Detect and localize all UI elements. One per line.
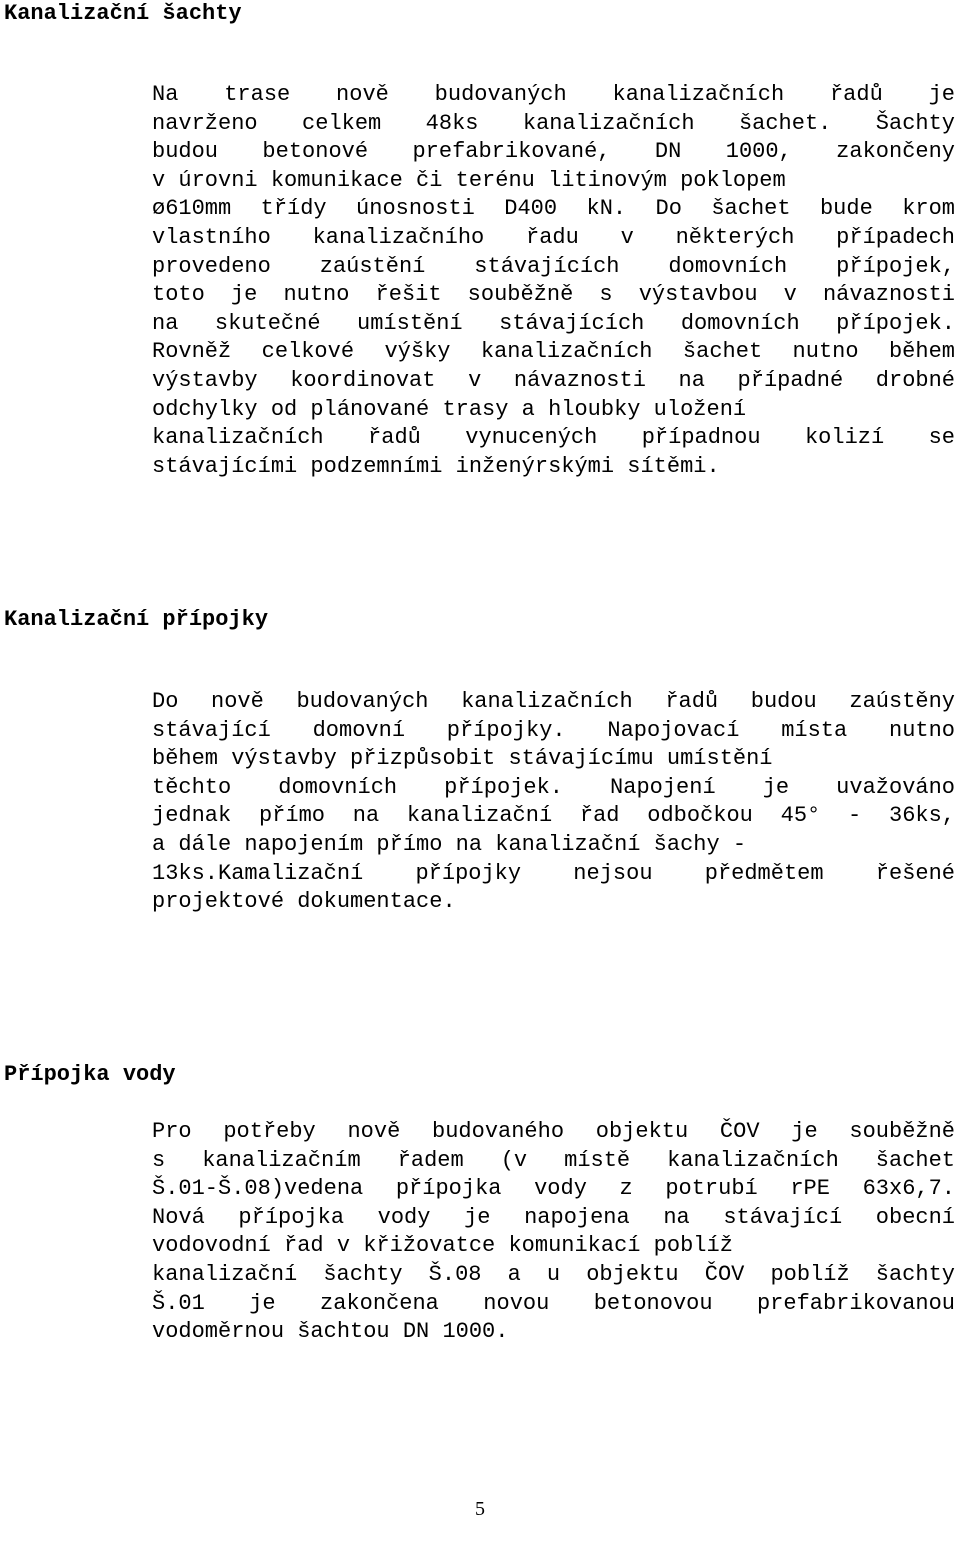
text-line: projektové dokumentace.: [152, 889, 456, 915]
text-line: Š.01 je zakončena novou betonovou prefabrikovanou: [152, 1290, 955, 1316]
text-line: stávající domovní přípojky. Napojovací místa nutno: [152, 717, 955, 743]
text-line: vodovodní řad v křižovatce komunikací poblíž: [152, 1233, 733, 1259]
text-line: kanalizačních řadů vynucených případnou kolizí se: [152, 425, 955, 451]
text-line: těchto domovních přípojek. Napojení je uvažováno: [152, 774, 955, 800]
text-line: výstavby koordinovat v návaznosti na případné drobné: [152, 367, 955, 393]
heading-kanalizacni-sachty: Kanalizační šachty: [4, 1, 242, 26]
heading-kanalizacni-pripojky: Kanalizační přípojky: [4, 607, 269, 632]
text-line: vodoměrnou šachtou DN 1000.: [152, 1319, 509, 1345]
text-line: vlastního kanalizačního řadu v některých případech: [152, 224, 955, 250]
text-line: Nová přípojka vody je napojena na stávající obecní: [152, 1204, 955, 1230]
text-line: Š.01-Š.08)vedena přípojka vody z potrubí rPE 63x6,7.: [152, 1176, 955, 1202]
text-line: Rovněž celkové výšky kanalizačních šachet nutno během: [152, 339, 955, 365]
text-line: během výstavby přizpůsobit stávajícímu umístění: [152, 746, 773, 772]
text-line: kanalizační šachty Š.08 a u objektu ČOV poblíž šachty: [152, 1261, 955, 1287]
text-line: s kanalizačním řadem (v místě kanalizačních šachet: [152, 1147, 955, 1173]
heading-pripojka-vody: Přípojka vody: [4, 1062, 176, 1087]
text-line: toto je nutno řešit souběžně s výstavbou v návaznosti: [152, 282, 955, 308]
text-line: a dále napojením přímo na kanalizační šachy -: [152, 831, 747, 857]
page-number: 5: [475, 1498, 485, 1520]
text-line: ø610mm třídy únosnosti D400 kN. Do šachet bude krom: [152, 196, 955, 222]
text-line: jednak přímo na kanalizační řad odbočkou 45° - 36ks,: [152, 803, 955, 829]
text-line: Pro potřeby nově budovaného objektu ČOV je souběžně: [152, 1119, 955, 1144]
text-line: navrženo celkem 48ks kanalizačních šachet. Šachty: [152, 110, 955, 136]
paragraph-pripojka-vody: [152, 1118, 955, 1347]
text-line: Na trase nově budovaných kanalizačních řadů je: [152, 82, 955, 107]
text-line: provedeno zaústění stávajících domovních přípojek,: [152, 253, 955, 279]
text-line: budou betonové prefabrikované, DN 1000, zakončeny: [152, 139, 955, 165]
text-line: v úrovni komunikace či terénu litinovým poklopem: [152, 167, 786, 193]
text-line: stávajícími podzemními inženýrskými sítěmi.: [152, 453, 720, 479]
text-line: 13ks.Kamalizační přípojky nejsou předmětem řešené: [152, 860, 955, 886]
paragraph-kanalizacni-sachty: [152, 81, 955, 481]
text-line: Do nově budovaných kanalizačních řadů budou zaústěny: [152, 689, 955, 714]
text-line: odchylky od plánované trasy a hloubky uložení: [152, 396, 747, 422]
text-line: na skutečné umístění stávajících domovních přípojek.: [152, 310, 955, 336]
paragraph-kanalizacni-pripojky: [152, 688, 955, 917]
